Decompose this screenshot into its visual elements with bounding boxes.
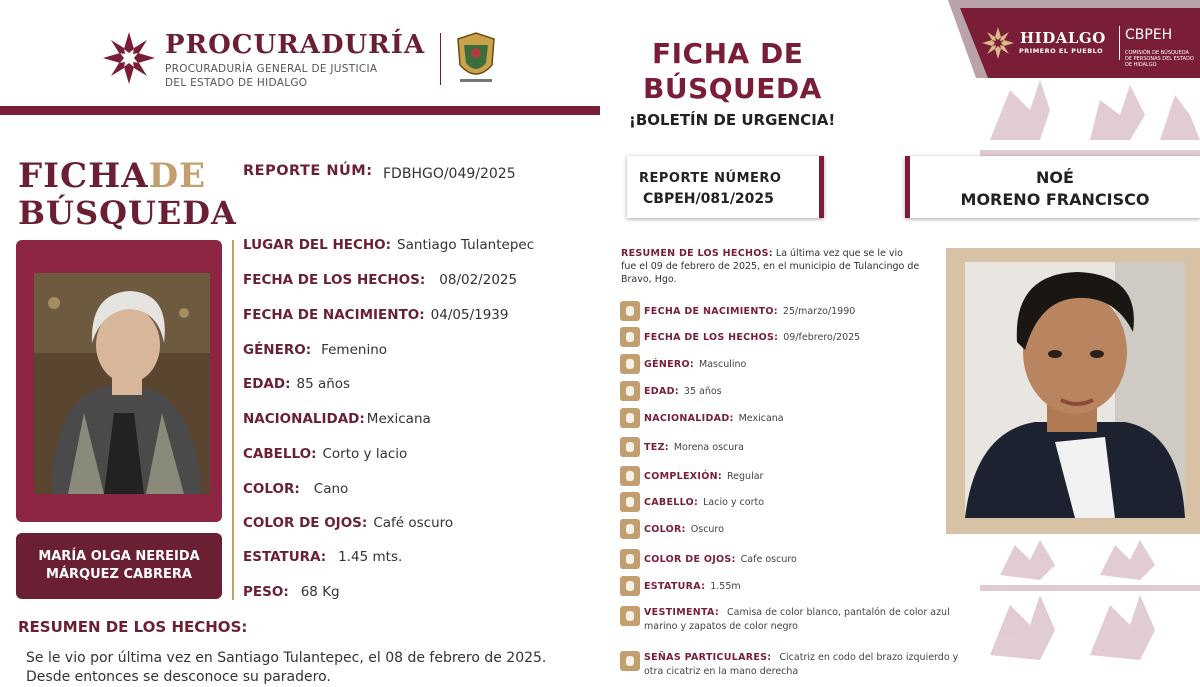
- field-key: LUGAR DEL HECHO:: [243, 237, 392, 253]
- calendar-icon: [620, 301, 640, 321]
- field-key: COLOR:: [243, 481, 300, 497]
- field-key: GÉNERO:: [243, 342, 312, 358]
- field-value: 04/05/1939: [430, 307, 509, 323]
- field-value: 08/02/2025: [439, 272, 518, 288]
- calendar-icon: [620, 327, 640, 347]
- field-genero: [620, 354, 746, 374]
- field-fecha-de-nacimiento: [243, 307, 508, 323]
- hidalgo-banner-subtitle: PRIMERO EL PUEBLO: [1019, 47, 1104, 55]
- busqueda-title: BÚSQUEDA: [18, 194, 237, 232]
- cbpeh-subtitle: COMISIÓN DE BÚSQUEDA DE PERSONAS DEL ESTADO DE HIDALGO: [1125, 50, 1194, 68]
- field-cabello: [620, 492, 764, 512]
- busqueda-title: BÚSQUEDA: [643, 72, 822, 105]
- field-key: FECHA DE NACIMIENTO:: [644, 305, 778, 317]
- report-label: REPORTE NÚM:: [243, 163, 373, 179]
- resumen-title: RESUMEN DE LOS HECHOS:: [18, 618, 248, 636]
- field-key: NACIONALIDAD:: [644, 412, 734, 424]
- field-lugar-del-hecho: [243, 237, 534, 253]
- field-estatura: [620, 576, 741, 596]
- field-value: Cano: [313, 481, 349, 497]
- field-key: CABELLO:: [644, 496, 699, 508]
- field-peso: [243, 584, 340, 600]
- resumen-text: La última vez que se le vio fue el 09 de febrero de 2025, en el municipio de Tulancingo de Bravo, Hgo.: [621, 248, 920, 285]
- resumen-block: [621, 247, 921, 286]
- field-text: [644, 606, 960, 634]
- details-accent-line: [232, 240, 234, 600]
- field-key: ESTATURA:: [243, 549, 327, 565]
- report-label: REPORTE NÚMERO: [639, 171, 782, 186]
- field-value: Camisa de color blanco, pantalón de color azul marino y zapatos de color negro: [644, 607, 950, 632]
- portrait-young-man: [965, 262, 1185, 518]
- procuraduria-star-logo-icon: [102, 31, 156, 85]
- field-key: COMPLEXIÓN:: [644, 470, 722, 482]
- field-key: TEZ:: [644, 441, 669, 453]
- missing-person-name-box: [905, 156, 1200, 218]
- embroidery-pattern-bottom: [980, 535, 1200, 675]
- field-edad: [620, 381, 722, 401]
- field-value: Lacio y corto: [703, 496, 765, 508]
- org-subtitle-line-1: PROCURADURÍA GENERAL DE JUSTICIA: [165, 63, 378, 75]
- missing-person-surnames: MORENO FRANCISCO: [960, 190, 1150, 209]
- field-value: 1.55m: [710, 580, 741, 592]
- field-key: FECHA DE LOS HECHOS:: [644, 331, 779, 343]
- report-number: CBPEH/081/2025: [643, 191, 774, 207]
- field-value: 25/marzo/1990: [782, 305, 856, 317]
- field-color-de-ojos: [243, 515, 453, 531]
- header-divider: [440, 33, 441, 85]
- missing-person-given-names: MARÍA OLGA NEREIDA: [38, 549, 200, 564]
- field-value: Mexicana: [738, 412, 784, 424]
- field-value: 1.45 mts.: [338, 549, 403, 565]
- field-nacionalidad: [243, 411, 431, 427]
- field-value: Café oscuro: [373, 515, 454, 531]
- ficha-title-word: FICHA: [18, 156, 149, 196]
- hidalgo-banner-title: HIDALGO: [1020, 29, 1106, 47]
- missing-person-surnames: MÁRQUEZ CABRERA: [46, 567, 192, 582]
- field-key: NACIONALIDAD:: [243, 411, 365, 427]
- field-key: EDAD:: [644, 385, 679, 397]
- field-value: Santiago Tulantepec: [397, 237, 535, 253]
- header-bar: [0, 106, 600, 115]
- field-key: PESO:: [243, 584, 289, 600]
- cbpeh-logo-text: CBPEH: [1125, 27, 1173, 43]
- field-value: Cicatriz en codo del brazo izquierdo y otra cicatriz en la mano derecha: [644, 652, 959, 677]
- field-genero: [243, 342, 387, 358]
- org-subtitle: [165, 62, 377, 90]
- embroidery-pattern-top: [980, 70, 1200, 160]
- field-color: [620, 519, 724, 539]
- state-crest-icon: [452, 31, 500, 87]
- field-fecha-de-los-hechos: [243, 272, 517, 288]
- field-key: VESTIMENTA:: [644, 607, 719, 618]
- gender-icon: [620, 354, 640, 374]
- field-value: Oscuro: [690, 523, 724, 535]
- resumen-text: Se le vio por última vez en Santiago Tulantepec, el 08 de febrero de 2025. Desde entonces se desconoce su paradero.: [26, 650, 547, 685]
- body-icon: [620, 466, 640, 486]
- field-key: COLOR:: [644, 523, 686, 535]
- field-color-de-ojos: [620, 549, 797, 569]
- org-title: PROCURADURÍA: [165, 30, 426, 60]
- field-value: 09/febrero/2025: [783, 331, 861, 343]
- field-nacionalidad: [620, 408, 784, 428]
- field-key: CABELLO:: [243, 446, 317, 462]
- field-value: 85 años: [296, 376, 351, 392]
- field-key: FECHA DE LOS HECHOS:: [243, 272, 426, 288]
- field-color: [243, 481, 348, 497]
- field-estatura: [243, 549, 402, 565]
- ficha-title-de: DE: [148, 156, 207, 196]
- field-key: GÉNERO:: [644, 358, 695, 370]
- missing-person-photo: [965, 262, 1185, 518]
- field-value: Masculino: [699, 358, 747, 370]
- org-subtitle-line-2: DEL ESTADO DE HIDALGO: [165, 77, 308, 89]
- field-fecha-de-los-hechos: [620, 327, 860, 347]
- field-key: EDAD:: [243, 376, 291, 392]
- field-key: COLOR DE OJOS:: [644, 553, 736, 565]
- field-value: Mexicana: [366, 411, 431, 427]
- field-value: Corto y lacio: [322, 446, 408, 462]
- report-number: FDBHGO/049/2025: [383, 166, 516, 182]
- ficha-title: [18, 156, 206, 196]
- field-key: FECHA DE NACIMIENTO:: [243, 307, 425, 323]
- field-key: ESTATURA:: [644, 580, 706, 592]
- missing-person-photo: [34, 273, 210, 494]
- urgency-bulletin: ¡BOLETÍN DE URGENCIA!: [629, 111, 836, 129]
- banner-divider: [1119, 26, 1120, 60]
- field-tez: [620, 437, 744, 457]
- field-vestimenta: [620, 606, 960, 634]
- eye-icon: [620, 549, 640, 569]
- portrait-elderly-woman: [34, 273, 210, 494]
- field-fecha-de-nacimiento: [620, 301, 855, 321]
- field-value: Morena oscura: [673, 441, 745, 453]
- missing-person-name-card: [16, 533, 222, 599]
- hidalgo-star-logo-icon: [981, 26, 1015, 60]
- clothes-icon: [620, 606, 640, 626]
- field-value: Cafe oscuro: [740, 553, 797, 565]
- hair-icon: [620, 492, 640, 512]
- field-complexion: [620, 466, 763, 486]
- report-number-box: [627, 156, 824, 218]
- id-card-icon: [620, 408, 640, 428]
- missing-person-given-name: NOÉ: [1036, 168, 1074, 187]
- field-key: SEÑAS PARTICULARES:: [644, 652, 772, 663]
- height-icon: [620, 576, 640, 596]
- field-value: 68 Kg: [300, 584, 340, 600]
- field-text: [644, 651, 960, 679]
- field-key: COLOR DE OJOS:: [243, 515, 368, 531]
- right-poster: [600, 0, 1200, 675]
- people-icon: [620, 381, 640, 401]
- field-senas-particulares: [620, 651, 960, 679]
- left-poster: [0, 0, 600, 685]
- color-icon: [620, 519, 640, 539]
- field-value: Femenino: [321, 342, 388, 358]
- field-value: Regular: [727, 470, 764, 482]
- field-cabello: [243, 446, 407, 462]
- field-edad: [243, 376, 350, 392]
- skin-icon: [620, 437, 640, 457]
- field-value: 35 años: [683, 385, 722, 397]
- resumen-label: RESUMEN DE LOS HECHOS:: [621, 248, 773, 259]
- marks-icon: [620, 651, 640, 671]
- ficha-title: FICHA DE: [652, 37, 804, 70]
